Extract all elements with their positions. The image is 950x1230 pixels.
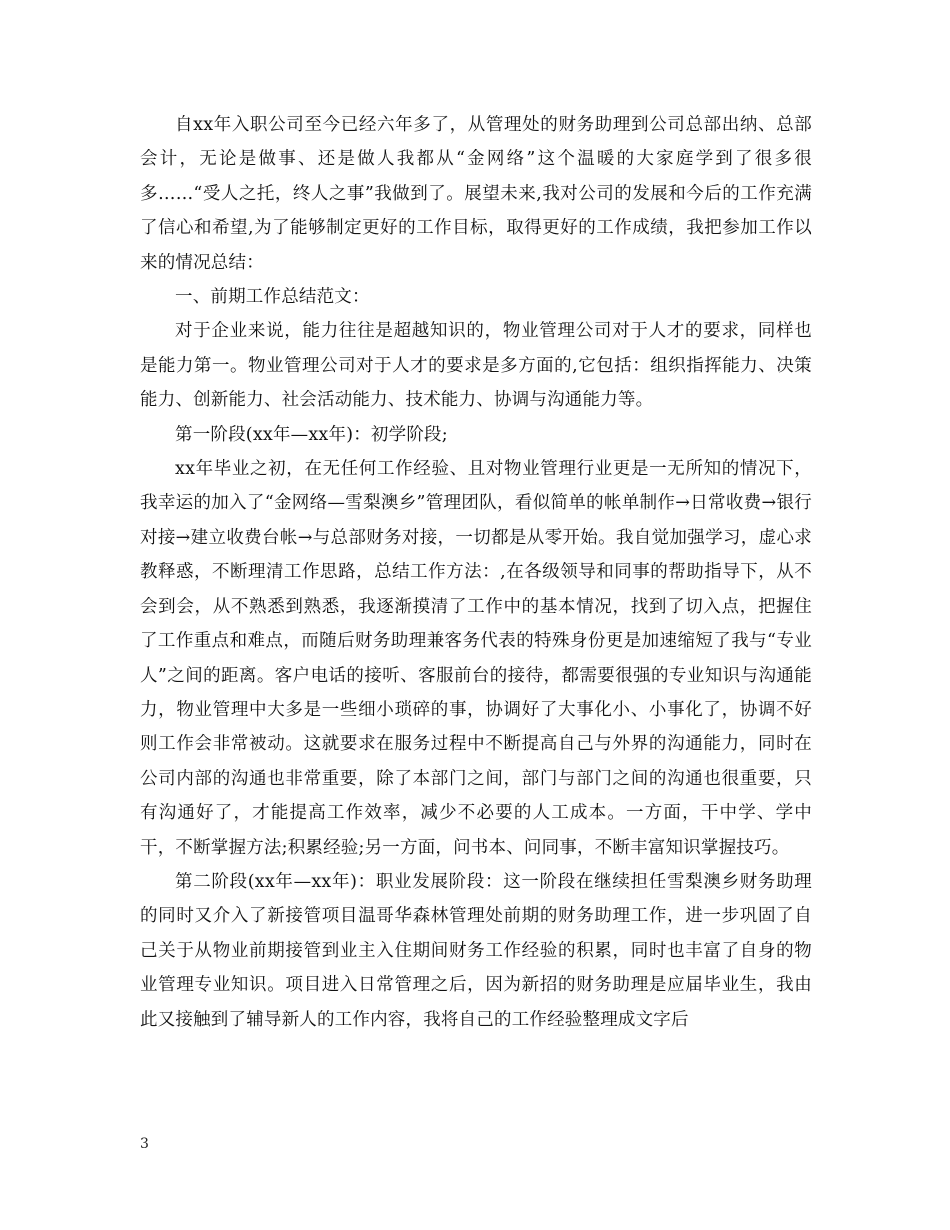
paragraph-intro: 自xx年入职公司至今已经六年多了，从管理处的财务助理到公司总部出纳、总部会计，无论是做事、还是做人我都从“金网络”这个温暖的大家庭学到了很多很多……“受人之托，终人之事”我做到了。展望未来,我对公司的发展和今后的工作充满了信心和希望,为了能够制定更好的工作目标，取得更好的工作成绩，我把参加工作以来的情况总结： [140, 115, 812, 273]
document-body [140, 108, 812, 1037]
paragraph-ability: 对于企业来说，能力往往是超越知识的，物业管理公司对于人才的要求，同样也是能力第一。物业管理公司对于人才的要求是多方面的,它包括：组织指挥能力、决策能力、创新能力、社会活动能力、技术能力、协调与沟通能力等。 [140, 321, 812, 411]
section-heading: 一、前期工作总结范文： [175, 287, 370, 308]
page-number: 3 [140, 1136, 149, 1152]
stage-one-heading: 第一阶段(xx年—xx年)：初学阶段; [175, 424, 448, 445]
paragraph-stage-two: 第二阶段(xx年—xx年)：职业发展阶段：这一阶段在继续担任雪梨澳乡财务助理的同时又介入了新接管项目温哥华森林管理处前期的财务助理工作，进一步巩固了自己关于从物业前期接管到业主入住期间财务工作经验的积累，同时也丰富了自身的物业管理专业知识。项目进入日常管理之后，因为新招的财务助理是应届毕业生，我由此又接触到了辅导新人的工作内容，我将自己的工作经验整理成文字后 [140, 871, 812, 1030]
paragraph-stage-one: xx年毕业之初，在无任何工作经验、且对物业管理行业更是一无所知的情况下，我幸运的加入了“金网络—雪梨澳乡”管理团队，看似简单的帐单制作→日常收费→银行对接→建立收费台帐→与总部财务对接，一切都是从零开始。我自觉加强学习，虚心求教释惑，不断理清工作思路，总结工作方法：,在各级领导和同事的帮助指导下，从不会到会，从不熟悉到熟悉，我逐渐摸清了工作中的基本情况，找到了切入点，把握住了工作重点和难点，而随后财务助理兼客务代表的特殊身份更是加速缩短了我与“专业人”之间的距离。客户电话的接听、客服前台的接待，都需要很强的专业知识与沟通能力，物业管理中大多是一些细小琐碎的事，协调好了大事化小、小事化了，协调不好则工作会非常被动。这就要求在服务过程中不断提高自己与外界的沟通能力，同时在公司内部的沟通也非常重要，除了本部门之间，部门与部门之间的沟通也很重要，只有沟通好了，才能提高工作效率，减少不必要的人工成本。一方面，干中学、学中干，不断掌握方法;积累经验;另一方面，问书本、问同事，不断丰富知识掌握技巧。 [140, 459, 812, 858]
